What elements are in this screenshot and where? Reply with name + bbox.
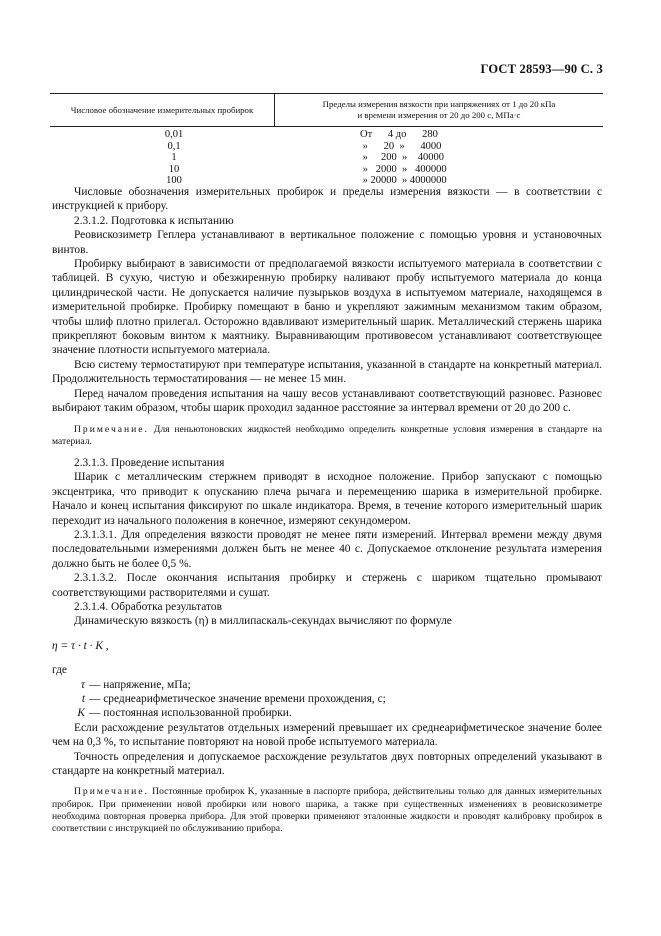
- viscosity-formula: η = τ · t · K ,: [52, 639, 109, 652]
- paragraph: Динамическую вязкость (η) в миллипаскаль-секундах вычисляют по формуле: [74, 615, 452, 628]
- paragraph: Точность определения и допускаемое расхождение результатов двух повторных определений указывают в стандарте на конкретный материал.: [52, 750, 602, 778]
- paragraph: 2.3.1.3.1. Для определения вязкости проводят не менее пяти измерений. Интервал времени между двумя последовательными измерениями должен быть не менее 40 с. Допускаемое отклонение результата измерения должно быть не более 0,5 %.: [52, 528, 602, 570]
- paragraph: Если расхождение результатов отдельных измерений превышает их среднеарифметическое значение более чем на 0,3 %, то испытание повторяют на новой пробе испытуемого материала.: [52, 721, 602, 749]
- table-cell-range: От 4 до 280: [360, 129, 438, 140]
- table-cell-tube: 10: [168, 163, 180, 175]
- paragraph: Пробирку выбирают в зависимости от предполагаемой вязкости испытуемого материала в соответствии с таблицей. В сухую, чистую и обезжиренную пробирку наливают пробу испытуемого материала до конца цилиндрической части. Не допускается наличие пузырьков воздуха в испытуемом материале, находящемся в измерительной пробирке. Пробирку помещают в баню и укрепляют зажимным механизмом таким образом, чтобы шлиф плотно прилегал. Осторожно вдавливают измерительный шарик. Металлический стержень шарика прикрепляют боковым винтом к маятнику. Выравнивающим противовесом устанавливают соответствующее значение плотности испытуемого материала.: [52, 258, 602, 357]
- formula-definitions: [52, 678, 602, 721]
- table-cell-range: » 2000 » 400000: [360, 163, 447, 175]
- table-cell-range: » 20 » 4000: [360, 140, 442, 152]
- table-header-row: [50, 94, 603, 127]
- table-cell-tube: 0,1: [167, 140, 181, 152]
- table-header-tube: Числовое обозначение измерительных пробирок: [50, 94, 275, 126]
- table-cell-tube: 1: [171, 152, 177, 164]
- note: [52, 424, 602, 448]
- table-cell-tube: 100: [166, 175, 182, 187]
- paragraph: Перед началом проведения испытания на чашу весов устанавливают соответствующий разновес. Разновес выбирают таким образом, чтобы шарик проходил заданное расстояние за интервал времени от 20 до 200 с.: [52, 387, 602, 415]
- document-body: [52, 185, 602, 835]
- paragraph: Реовискозиметр Геплера устанавливают в вертикальное положение с помощью уровня и установочных винтов.: [52, 229, 602, 256]
- table-header-range-line2: и времени измерения от 20 до 200 с, МПа·с: [357, 110, 521, 120]
- table-header-range: [275, 94, 603, 126]
- section-heading: 2.3.1.2. Подготовка к испытанию: [74, 214, 234, 227]
- viscosity-range-table: [50, 93, 603, 187]
- definition-item: t — среднеарифметическое значение времени прохождения, с;: [81, 693, 386, 705]
- table-body: [50, 127, 603, 187]
- table-cell-range: » 20000 » 4000000: [360, 175, 447, 187]
- paragraph: Числовые обозначения измерительных пробирок и пределы измерения вязкости — в соответствии с инструкцией к прибору.: [52, 186, 602, 213]
- paragraph: Всю систему термостатируют при температуре испытания, указанной в стандарте на конкретный материал. Продолжительность термостатирования — не менее 15 мин.: [52, 358, 602, 386]
- where-label: где: [52, 664, 67, 677]
- definition-item: K — постоянная использованной пробирки.: [77, 707, 292, 720]
- page-header: ГОСТ 28593—90 С. 3: [480, 62, 603, 76]
- table-cell-range: » 200 » 40000: [360, 152, 444, 164]
- note-text: Постоянные пробирок K, указанные в паспорте прибора, действительны только для данных измерительных пробирок. При применении новой пробирки или нового шарика, а также при существенных изменениях в реовискозиметре необходима повторная проверка прибора. Для этой проверки применяют эталонные жидкости и проводят калибровку пробирок в соответствии с инструкцией по обслуживанию прибора.: [52, 786, 602, 835]
- note-label: Примечание.: [74, 786, 149, 798]
- table-cell-tube: 0,01: [164, 129, 184, 140]
- paragraph: 2.3.1.3.2. После окончания испытания пробирку и стержень с шариком тщательно промывают соответствующими растворителями и сушат.: [52, 572, 602, 599]
- section-heading: 2.3.1.4. Обработка результатов: [74, 600, 222, 613]
- note-label: Примечание.: [74, 423, 149, 435]
- paragraph: Шарик с металлическим стержнем приводят в исходное положение. Прибор запускают с помощью эксцентрика, что приводит к опусканию плеча рычага и перемещению шарика в измерительной пробирке. Начало и конец испытания фиксируют по шкале индикатора. Время, в течение которого измерительный шарик переходит из начального положения в конечное, измеряют секундомером.: [52, 471, 602, 527]
- note: [52, 786, 602, 835]
- note-text: Для неньютоновских жидкостей необходимо определить конкретные условия измерения в стандарте на материал.: [52, 423, 602, 447]
- section-heading: 2.3.1.3. Проведение испытания: [74, 456, 225, 469]
- table-header-range-line1: Пределы измерения вязкости при напряжениях от 1 до 20 кПа: [322, 99, 556, 109]
- definition-item: τ — напряжение, мПа;: [80, 678, 191, 691]
